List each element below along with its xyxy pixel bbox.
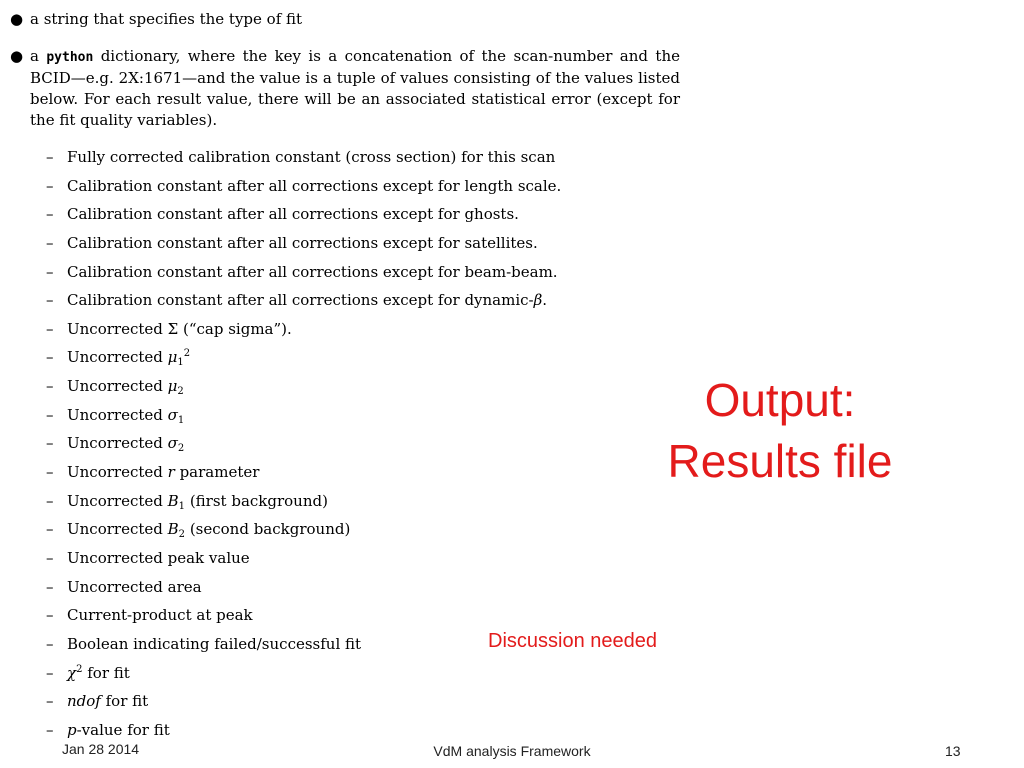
dash: – <box>46 606 54 625</box>
dash: – <box>46 377 54 396</box>
list-item <box>46 343 561 372</box>
math-symbol: B <box>167 520 179 539</box>
list-item <box>46 630 561 659</box>
math-symbol: χ <box>67 663 77 682</box>
item-text: (second background) <box>185 520 351 539</box>
slide-title-line1: Output: <box>704 374 856 426</box>
subscript: 1 <box>178 500 186 512</box>
dash: – <box>46 720 54 739</box>
list-item <box>46 601 561 630</box>
dash: – <box>46 291 54 310</box>
footer-page-number: 13 <box>945 743 961 759</box>
item-text: Uncorrected peak value <box>67 548 250 567</box>
item-text: Current-product at peak <box>67 606 253 625</box>
math-symbol: σ <box>167 405 178 424</box>
dash: – <box>46 634 54 653</box>
item-text: (first background) <box>185 491 328 510</box>
item-text: -value for fit <box>76 720 170 739</box>
list-item <box>46 573 561 602</box>
list-item <box>46 200 561 229</box>
slide-title-line2: Results file <box>667 435 893 487</box>
list-item <box>46 515 561 544</box>
list-item <box>46 544 561 573</box>
item-text: Uncorrected <box>67 520 168 539</box>
list-item <box>46 487 561 516</box>
math-symbol: p <box>67 720 77 739</box>
item-text: for fit <box>100 692 149 711</box>
list-item <box>46 315 561 344</box>
subscript: 2 <box>178 529 186 541</box>
item-text: Calibration constant after all corrections except for satellites. <box>67 233 538 252</box>
dash: – <box>46 548 54 567</box>
item-text: parameter <box>174 463 260 482</box>
item-text: Uncorrected Σ (“cap sigma”). <box>67 319 292 338</box>
math-symbol: r <box>167 463 175 482</box>
dash: – <box>46 233 54 252</box>
dash: – <box>46 520 54 539</box>
list-item <box>46 659 561 688</box>
superscript: 2 <box>76 663 83 675</box>
text-pre: a <box>30 47 47 65</box>
footer-date: Jan 28 2014 <box>62 741 140 757</box>
list-item <box>46 172 561 201</box>
item-text: Uncorrected <box>67 491 168 510</box>
superscript: 2 <box>183 348 191 360</box>
item-text: for fit <box>82 663 130 682</box>
bullet-text <box>30 46 680 131</box>
item-text: Uncorrected <box>67 377 168 396</box>
dash: – <box>46 434 54 453</box>
dash: – <box>46 663 54 682</box>
dash: – <box>46 692 54 711</box>
dash: – <box>46 262 54 281</box>
dash: – <box>46 577 54 596</box>
bullet-text: a string that specifies the type of fit <box>30 10 303 28</box>
list-item <box>46 286 561 315</box>
dash: – <box>46 348 54 367</box>
dash: – <box>46 463 54 482</box>
text-post: dictionary, where the key is a concatenation of the scan-number and the BCID—e.g. 2X:1671—and the value is a tuple of values consisting of the values listed below. For each result value, there will be an associated statistical error (except for the fit quality variables). <box>30 47 680 129</box>
list-item <box>46 372 561 401</box>
item-text: Uncorrected area <box>67 577 202 596</box>
item-text: Calibration constant after all corrections except for beam-beam. <box>67 262 558 281</box>
bullet-dot: ● <box>10 47 24 65</box>
math-symbol: ndof <box>67 692 101 711</box>
list-item <box>46 429 561 458</box>
list-item <box>46 687 561 716</box>
item-text: Uncorrected <box>67 405 168 424</box>
math-symbol: μ <box>167 348 178 367</box>
list-item <box>46 258 561 287</box>
item-text: Calibration constant after all corrections except for length scale. <box>67 176 562 195</box>
code-python: python <box>46 50 94 65</box>
bullet-fit-type <box>10 9 680 30</box>
dash: – <box>46 205 54 224</box>
slide-title <box>640 370 920 492</box>
math-symbol: μ <box>167 377 178 396</box>
math-symbol: β <box>533 291 543 310</box>
discussion-note: Discussion needed <box>488 630 657 652</box>
item-text: Calibration constant after all corrections except for dynamic- <box>67 291 534 310</box>
list-item <box>46 401 561 430</box>
item-text: Uncorrected <box>67 434 168 453</box>
subscript: 2 <box>177 386 184 398</box>
dash: – <box>46 405 54 424</box>
bullet-python-dictionary <box>10 46 680 131</box>
math-symbol: σ <box>167 434 178 453</box>
subscript: 1 <box>177 414 185 426</box>
item-text: Boolean indicating failed/successful fit <box>67 634 362 653</box>
result-values-list <box>46 143 561 744</box>
dash: – <box>46 176 54 195</box>
list-item <box>46 458 561 487</box>
item-text: Uncorrected <box>67 463 168 482</box>
dash: – <box>46 319 54 338</box>
item-text: Uncorrected <box>67 348 168 367</box>
subscript: 1 <box>177 357 184 369</box>
list-item <box>46 229 561 258</box>
dash: – <box>46 491 54 510</box>
math-symbol: B <box>167 491 179 510</box>
list-item <box>46 143 561 172</box>
item-text: Fully corrected calibration constant (cross section) for this scan <box>67 148 556 166</box>
item-text: Calibration constant after all corrections except for ghosts. <box>67 205 519 224</box>
subscript: 2 <box>177 443 185 455</box>
bullet-dot: ● <box>10 10 24 28</box>
dash: – <box>46 148 54 166</box>
item-text: . <box>542 291 548 310</box>
footer-title: VdM analysis Framework <box>433 743 591 759</box>
